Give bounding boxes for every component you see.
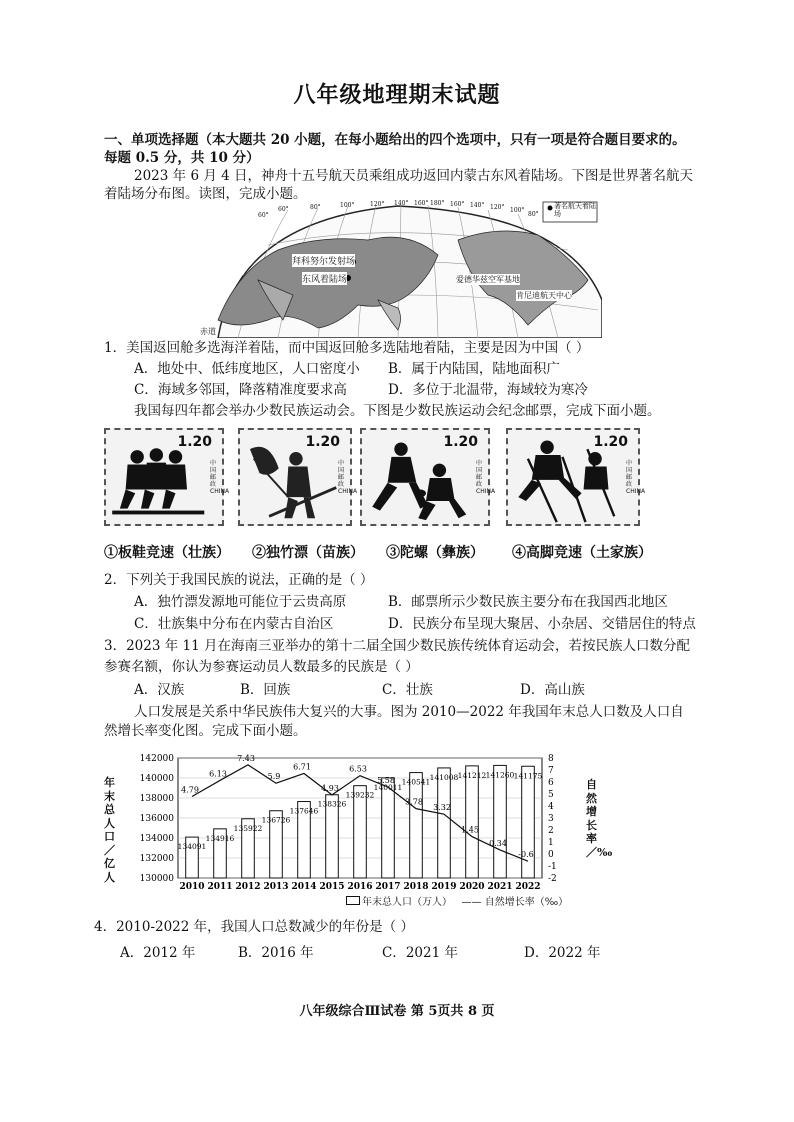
- chart-line-label: 5.9: [267, 772, 281, 782]
- chart-line-label: 6.13: [209, 769, 227, 779]
- chart-left-tick-label: 138000: [139, 794, 174, 804]
- map-degree-160w: 160°: [450, 201, 465, 208]
- q2-option-b: B．邮票所示少数民族主要分布在我国西北地区: [388, 594, 668, 610]
- q4-option-d: D．2022 年: [524, 945, 601, 961]
- chart-ylabel-right: 自然增长率／‰: [586, 778, 613, 859]
- map-degree-140w: 140°: [470, 202, 485, 209]
- chart-right-tick-label: -1: [548, 862, 557, 872]
- chart-right-tick-label: 1: [548, 838, 554, 848]
- stamp-1-side-text: 中国邮政 CHINA: [210, 460, 230, 495]
- chart-x-tick-label: 2018: [403, 882, 429, 892]
- chart-bar-label: 141008: [429, 772, 459, 782]
- chart-left-tick-label: 136000: [139, 814, 174, 824]
- map-label-edwards: 爱德华兹空军基地: [456, 275, 520, 284]
- map-equator-label: 赤道: [200, 327, 216, 336]
- chart-bar: [382, 778, 395, 878]
- map-degree-120: 120°: [370, 201, 385, 208]
- chart-right-tick-label: 6: [548, 778, 554, 788]
- q2-option-d: D．民族分布呈现大聚居、小杂居、交错居住的特点: [388, 616, 696, 632]
- chart-line-label: 3.78: [405, 797, 423, 807]
- q3-stem-line1: 3．2023 年 11 月在海南三亚举办的第十二届全国少数民族传统体育运动会，若按民族人口数分配: [104, 638, 690, 654]
- chart-bar: [438, 768, 451, 878]
- chart-line-label: 7.43: [237, 753, 255, 763]
- chart-bar: [466, 766, 479, 878]
- map-label-kennedy: 肯尼迪航天中心: [516, 291, 572, 300]
- chart-right-tick-label: 3: [548, 814, 554, 824]
- stamp-4: [506, 428, 646, 526]
- stamp-1-caption: ①板鞋竞速（壮族）: [104, 545, 230, 561]
- stamp-2: [238, 428, 358, 526]
- map-intro-line2: 着陆场分布图。读图，完成小题。: [104, 186, 307, 202]
- chart-intro-line1: 人口发展是关系中华民族伟大复兴的大事。图为 2010—2022 年我国年末总人口数及人口自: [134, 704, 684, 720]
- chart-x-tick-label: 2012: [235, 882, 261, 892]
- page-title: 八年级地理期末试题: [293, 82, 501, 108]
- stamp-1: [104, 428, 230, 526]
- stamp-2-side-text: 中国邮政 CHINA: [338, 460, 358, 495]
- section-heading-line1: 一、单项选择题（本大题共 20 小题，在每小题给出的四个选项中，只有一项是符合题目要求的。: [104, 132, 686, 148]
- chart-line-label: 1.45: [461, 825, 479, 835]
- map-degree-120w: 120°: [490, 204, 505, 211]
- chart-line-label: 4.93: [321, 783, 339, 793]
- chart-bar-label: 136726: [261, 815, 291, 825]
- q1-option-d: D．多位于北温带，海域较为寒冷: [388, 382, 588, 398]
- q3-option-d: D．高山族: [520, 682, 585, 698]
- q2-stem: 2．下列关于我国民族的说法，正确的是（ ）: [104, 572, 374, 588]
- stamp-3-side-text: 中国邮政 CHINA: [476, 460, 496, 495]
- chart-right-tick-label: 2: [548, 826, 554, 836]
- chart-legend-bar-swatch: [346, 896, 360, 905]
- chart-line-label: 4.79: [181, 785, 199, 795]
- chart-bar-label: 135922: [233, 823, 263, 833]
- stamp-2-caption: ②独竹漂（苗族）: [252, 545, 364, 561]
- stamp-4-caption: ④高脚竞速（土家族）: [512, 545, 652, 561]
- q3-option-b: B．回族: [240, 682, 291, 698]
- q2-option-a: A．独竹漂发源地可能位于云贵高原: [134, 594, 347, 610]
- q2-option-c: C．壮族集中分布在内蒙古自治区: [134, 616, 334, 632]
- chart-bar-label: 141212: [457, 770, 487, 780]
- chart-bar-label: 139232: [345, 790, 375, 800]
- q1-option-b: B．属于内陆国，陆地面积广: [388, 361, 560, 377]
- stamp-4-price: 1.20: [593, 434, 628, 450]
- chart-bar-label: 134916: [205, 833, 235, 843]
- chart-left-tick-label: 130000: [139, 874, 174, 884]
- chart-x-tick-label: 2010: [179, 882, 205, 892]
- q3-stem-line2: 参赛名额，你认为参赛运动员人数最多的民族是（ ）: [104, 659, 419, 675]
- chart-bar: [410, 773, 423, 878]
- q1-option-c: C．海域多邻国，降落精准度要求高: [134, 382, 347, 398]
- stamps-intro: 我国每四年都会举办少数民族运动会。下图是少数民族运动会纪念邮票，完成下面小题。: [134, 403, 661, 419]
- chart-x-tick-label: 2020: [459, 882, 485, 892]
- map-degree-180: 180°: [430, 200, 445, 207]
- chart-line-label: 5.58: [377, 776, 395, 786]
- map-label-dongfeng: 东风着陆场: [302, 272, 347, 285]
- chart-bar-label: 134091: [177, 842, 207, 852]
- chart-bar-label: 137646: [289, 806, 319, 816]
- chart-x-tick-label: 2014: [291, 882, 317, 892]
- chart-x-tick-label: 2016: [347, 882, 373, 892]
- chart-x-tick-label: 2022: [515, 882, 541, 892]
- map-degree-60: 60°: [258, 212, 269, 219]
- chart-bar-label: 141175: [513, 771, 543, 781]
- map-label-baikonur: 拜科努尔发射场: [292, 254, 355, 267]
- chart-x-tick-label: 2021: [487, 882, 513, 892]
- world-landing-site-map: [198, 200, 602, 338]
- chart-intro-line2: 然增长率变化图。完成下面小题。: [104, 723, 307, 739]
- chart-line-label: 3.32: [433, 803, 451, 813]
- map-degree-140: 140°: [394, 200, 409, 207]
- section-heading-line2: 每题 0.5 分，共 10 分）: [104, 150, 260, 166]
- chart-line-label: -0.6: [518, 850, 534, 860]
- page-footer: 八年级综合Ⅲ试卷 第 5页共 8 页: [299, 1004, 495, 1019]
- map-degree-100w: 100°: [510, 207, 525, 214]
- chart-right-tick-label: 4: [548, 802, 554, 812]
- chart-right-tick-label: 0: [548, 850, 554, 860]
- stamp-3-price: 1.20: [443, 434, 478, 450]
- chart-x-tick-label: 2017: [375, 882, 401, 892]
- map-degree-60w: 60°: [278, 206, 289, 213]
- stamp-4-side-text: 中国邮政 CHINA: [626, 460, 646, 495]
- map-degree-100: 100°: [340, 202, 355, 209]
- q4-option-a: A．2012 年: [120, 945, 196, 961]
- q1-stem: 1．美国返回舱多选海洋着陆，而中国返回舱多选陆地着陆，主要是因为中国（ ）: [104, 340, 590, 356]
- stamp-3: [360, 428, 496, 526]
- chart-left-tick-label: 134000: [139, 834, 174, 844]
- q3-option-c: C．壮族: [382, 682, 433, 698]
- chart-right-tick-label: -2: [548, 874, 557, 884]
- chart-bar-label: 138326: [317, 799, 347, 809]
- chart-bar: [522, 766, 535, 878]
- chart-line-label: 0.34: [489, 838, 507, 848]
- chart-right-tick-label: 5: [548, 790, 554, 800]
- stamp-2-price: 1.20: [305, 434, 340, 450]
- q1-option-a: A．地处中、低纬度地区，人口密度小: [134, 361, 360, 377]
- map-degree-160: 160°: [414, 200, 429, 207]
- chart-left-tick-label: 132000: [139, 854, 174, 864]
- chart-line-label: 6.53: [349, 764, 367, 774]
- chart-left-tick-label: 142000: [139, 754, 174, 764]
- chart-bar-label: 140011: [373, 782, 403, 792]
- chart-ylabel-left: 年末总人口／亿人: [104, 776, 115, 884]
- chart-x-tick-label: 2019: [431, 882, 457, 892]
- chart-bar-label: 140541: [401, 777, 431, 787]
- chart-line-label: 6.71: [293, 762, 311, 772]
- chart-bar: [494, 765, 507, 878]
- chart-legend: 年末总人口（万人） —— 自然增长率（‰）: [362, 897, 569, 908]
- map-degree-80w: 80°: [528, 211, 539, 218]
- q4-stem: 4．2010-2022 年，我国人口总数减少的年份是（ ）: [94, 919, 414, 935]
- chart-right-tick-label: 7: [548, 766, 554, 776]
- chart-x-tick-label: 2013: [263, 882, 289, 892]
- stamp-3-caption: ③陀螺（彝族）: [386, 545, 484, 561]
- q4-option-b: B．2016 年: [238, 945, 314, 961]
- stamp-1-price: 1.20: [177, 434, 212, 450]
- map-degree-80: 80°: [310, 204, 321, 211]
- chart-x-tick-label: 2015: [319, 882, 345, 892]
- map-intro-line1: 2023 年 6 月 4 日，神舟十五号航天员乘组成功返回内蒙古东风着陆场。下图是世界著名航天: [134, 168, 693, 184]
- chart-right-tick-label: 8: [548, 754, 554, 764]
- q4-option-c: C．2021 年: [382, 945, 458, 961]
- chart-x-tick-label: 2011: [207, 882, 233, 892]
- chart-left-tick-label: 140000: [139, 774, 174, 784]
- chart-bar-label: 141260: [485, 770, 515, 780]
- map-legend: 著名航天着陆场: [554, 202, 596, 218]
- q3-option-a: A．汉族: [134, 682, 185, 698]
